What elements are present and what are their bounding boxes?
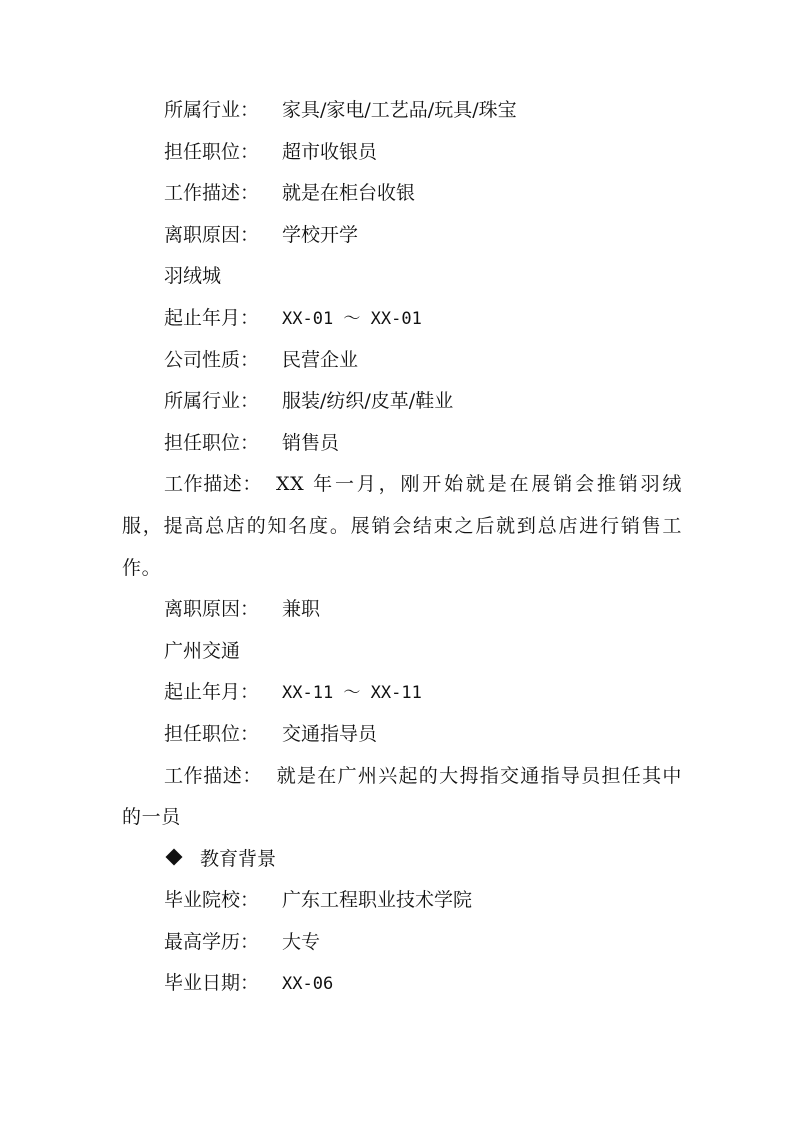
position-value: 超市收银员: [282, 140, 378, 163]
degree-value: 大专: [282, 930, 321, 953]
position-row-3: [122, 714, 682, 756]
description-value: 就是在广州兴起的大拇指交通指导员担任其中的一员: [122, 764, 682, 829]
description-row-1: [122, 173, 682, 215]
position-label: 担任职位：: [164, 722, 260, 745]
position-row-1: [122, 132, 682, 174]
diamond-bullet-icon: [166, 848, 183, 865]
period-label: 起止年月：: [164, 306, 260, 329]
industry-value: 服装/纺织/皮革/鞋业: [282, 390, 454, 413]
degree-label: 最高学历：: [164, 930, 260, 953]
company-type-value: 民营企业: [282, 348, 359, 371]
position-label: 担任职位：: [164, 431, 260, 454]
leave-reason-value: 兼职: [282, 598, 321, 621]
leave-reason-label: 离职原因：: [164, 598, 260, 621]
industry-label: 所属行业：: [164, 390, 260, 413]
industry-value: 家具/家电/工艺品/玩具/珠宝: [282, 99, 517, 121]
description-paragraph-3: [122, 756, 682, 839]
degree-row: [122, 922, 682, 964]
position-row-2: [122, 423, 682, 465]
position-label: 担任职位：: [164, 140, 260, 163]
leave-reason-label: 离职原因：: [164, 223, 260, 246]
description-label: 工作描述：: [164, 764, 263, 787]
company-name-2: 羽绒城: [164, 265, 222, 288]
period-row-2: [122, 298, 682, 340]
description-value: 就是在柜台收银: [282, 182, 416, 205]
graduation-date-value: XX-06: [282, 974, 334, 995]
school-value: 广东工程职业技术学院: [282, 889, 473, 912]
description-label: 工作描述：: [164, 473, 263, 496]
industry-row-2: [122, 381, 682, 423]
period-row-3: [122, 672, 682, 714]
graduation-date-label: 毕业日期：: [164, 972, 260, 995]
period-value: XX-11 ～ XX-11: [282, 683, 422, 704]
period-value: XX-01 ～ XX-01: [282, 308, 422, 329]
industry-label: 所属行业：: [164, 99, 260, 121]
leave-reason-row-1: [122, 215, 682, 257]
school-label: 毕业院校：: [164, 889, 260, 912]
description-value: XX 年一月，刚开始就是在展销会推销羽绒服，提高总店的知名度。展销会结束之后就到总店进行销售工作。: [122, 473, 682, 579]
period-label: 起止年月：: [164, 681, 260, 704]
company-type-label: 公司性质：: [164, 348, 260, 371]
school-row: [122, 880, 682, 922]
leave-reason-row-2: [122, 589, 682, 631]
education-section-heading: [122, 839, 682, 881]
description-paragraph-2: [122, 464, 682, 589]
graduation-date-row: [122, 963, 682, 1005]
company-name-3: 广州交通: [164, 639, 241, 662]
company-type-row-2: [122, 340, 682, 382]
position-value: 交通指导员: [282, 722, 378, 745]
section-title: 教育背景: [200, 847, 277, 870]
industry-row-1: [122, 90, 682, 132]
description-label: 工作描述：: [164, 182, 260, 205]
leave-reason-value: 学校开学: [282, 223, 359, 246]
resume-content: [122, 90, 682, 1005]
position-value: 销售员: [282, 431, 340, 454]
